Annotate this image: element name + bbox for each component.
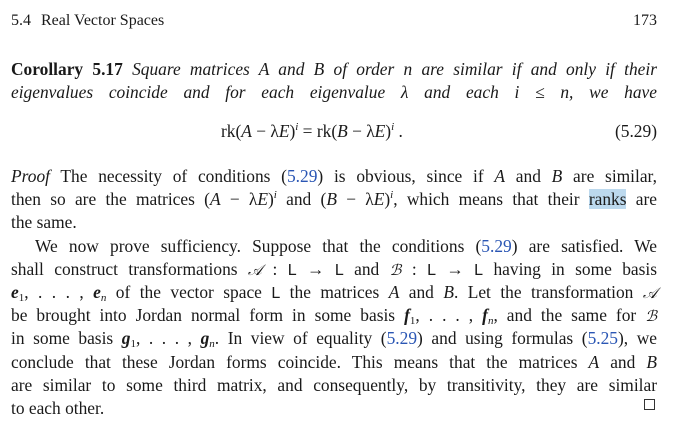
equation-number: (5.29) [614, 121, 657, 141]
proof-line-7: be brought into Jordan normal form in some basis $f_1$, . . . , $f_n$, and the same for ℬ [11, 305, 657, 328]
corollary-line-2: eigenvalues coincide and for each eigenvalue λ and each i ≤ n, we have [11, 82, 657, 103]
proof-line-2: then so are the matrices $(A - \lambda E)^i$ and $(B - \lambda E)^i$, which means that their ranks are [11, 189, 657, 210]
corollary-label: Corollary 5.17 [11, 59, 123, 79]
proof-line-1: Proof The necessity of conditions (5.29) is obvious, since if A and B are similar, [11, 166, 657, 186]
ref-eq-5-25[interactable]: 5.25 [587, 328, 618, 349]
ref-eq-5-29[interactable]: 5.29 [386, 328, 418, 349]
running-header [11, 12, 657, 32]
section-heading [11, 12, 164, 32]
proof-label: Proof [11, 166, 50, 186]
proof-body [11, 165, 657, 420]
proof-line-10: are similar to some third matrix, and consequently, by transitivity, they are similar [11, 374, 657, 395]
section-number: 5.4 [11, 12, 31, 29]
highlighted-word: ranks [588, 189, 627, 210]
proof-line-11: to each other. [11, 397, 105, 418]
section-title: Real Vector Spaces [41, 12, 165, 29]
corollary-line-1: Corollary 5.17 Square matrices A and B of order n are similar if and only if their [11, 59, 657, 79]
corollary-statement [11, 58, 657, 104]
proof-line-5: shall construct transformations 𝒜 : L → L and ℬ : L → L having in some basis [11, 258, 657, 279]
proof-line-3: the same. [11, 212, 77, 233]
equation-body: $rk(A - \lambda E)^i = rk(B - \lambda E)^i$ . [221, 121, 403, 141]
proof-line-9: conclude that these Jordan forms coincide. This means that the matrices A and B [11, 351, 657, 372]
proof-line-8: in some basis $g_1$, . . . , $g_n$. In view of equality (5.29) and using formulas (5.25), we [11, 328, 657, 351]
book-page [11, 0, 657, 433]
proof-line-4: We now prove sufficiency. Suppose that the conditions (5.29) are satisfied. We [35, 235, 657, 256]
page-number: 173 [633, 12, 657, 29]
qed-symbol [644, 399, 655, 410]
equation-5-29 [11, 121, 657, 145]
ref-eq-5-29[interactable]: 5.29 [286, 166, 318, 186]
ref-eq-5-29[interactable]: 5.29 [481, 235, 512, 256]
proof-line-6: $e_1$, . . . , $e_n$ of the vector space L the matrices A and B. Let the transformation 𝒜 [11, 281, 658, 304]
